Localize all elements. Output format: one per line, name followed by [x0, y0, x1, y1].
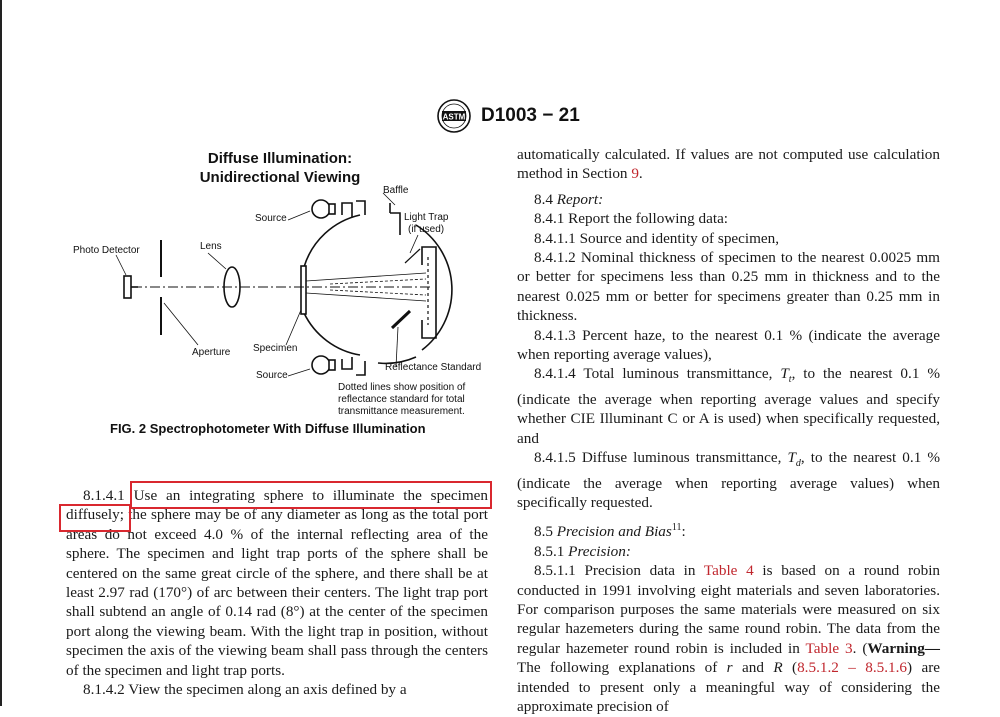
- label-source-bottom: Source: [256, 370, 288, 381]
- link-section-9[interactable]: 9: [631, 165, 639, 183]
- paragraph-8-5-1-1: 8.5.1.1 Precision data in Table 4 is based on a round robin conducted in 1991 involving eight materials and seven laboratories. For comparison purposes the same materials were measured on six regular hazemeters during the same round robin. The data from the regular hazemeter round robin is included in Table 3. (Warning—The following explanations of r and R (8.5.1.2 – 8.5.1.6) are intended to present only a meaningful way of considering the approximate precision of: [517, 562, 941, 716]
- page-left-border: [0, 0, 2, 706]
- svg-text:ASTM: ASTM: [442, 112, 466, 122]
- label-if-used: (if used): [408, 224, 445, 235]
- figure-title: Diffuse Illumination: Unidirectional Viewing: [199, 150, 361, 186]
- astm-logo: [435, 98, 473, 134]
- paragraph-continued: automatically calculated. If values are not computed use calculation method in Section 9.: [517, 146, 940, 183]
- label-reflectance-standard: Reflectance Standard: [385, 362, 482, 373]
- highlighted-text-1: Use an integrating sphere to illuminate the specimen: [133, 487, 489, 504]
- paragraph-8-4-1: 8.4.1 Report the following data:: [534, 210, 729, 228]
- highlighted-text-2: diffusely;: [66, 506, 124, 524]
- label-baffle: Baffle: [383, 185, 409, 196]
- label-aperture: Aperture: [192, 347, 231, 358]
- section-8-5-1-heading: 8.5.1 Precision:: [534, 542, 631, 560]
- figure-note-line1: Dotted lines show position of: [338, 382, 466, 393]
- right-column: [517, 145, 940, 717]
- link-table-3[interactable]: Table 3: [805, 639, 853, 657]
- figure-2: [60, 145, 500, 445]
- figure-note-line3: transmittance measurement.: [338, 406, 465, 417]
- label-photo-detector: Photo Detector: [73, 245, 140, 256]
- document-id: D1003 − 21: [481, 105, 580, 126]
- section-8-5-heading: 8.5 Precision and Bias$^{11}$:: [534, 522, 686, 541]
- figure-note-line2: reflectance standard for total: [338, 394, 465, 405]
- label-source-top: Source: [255, 213, 287, 224]
- left-column: [66, 486, 488, 699]
- paragraph-8-4-1-1: 8.4.1.1 Source and identity of specimen,: [534, 229, 780, 247]
- paragraph-8-1-4-1: 8.1.4.1 Use an integrating sphere to illuminate the specimen diffusely; the sphere may be of any diameter as long as the total port areas do not exceed 4.0 % of the internal reflecting area of the sphere. The specimen and light trap ports of the sphere shall be centered on the same great circle of the sphere, and there shall be at least 2.97 rad (170°) of arc between their centers. The light trap port shall subtend an angle of 0.14 rad (8°) at the center of the specimen port along the viewing beam. With the light trap in position, without specimen the axis of the viewing beam shall pass through the centers of the specimen and light trap ports.: [66, 487, 489, 679]
- label-light-trap: Light Trap: [404, 212, 449, 223]
- paragraph-8-4-1-4: 8.4.1.4 Total luminous transmittance, $T_t$, to the nearest 0.1 % (indicate the average when reporting average values and specify whether CIE Illuminant C or A is used) when specifically requested, and: [517, 365, 940, 447]
- document-header: [435, 98, 580, 134]
- paragraph-8-4-1-2: 8.4.1.2 Nominal thickness of specimen to the nearest 0.0025 mm or better for specimens less than 0.25 mm in thickness and to the nearest 0.025 mm or better for specimens greater than 0.25 mm in thickness.: [517, 249, 940, 325]
- paragraph-8-4-1-3: 8.4.1.3 Percent haze, to the nearest 0.1 % (indicate the average when reporting average values),: [517, 326, 940, 364]
- paragraph-8-4-1-5: 8.4.1.5 Diffuse luminous transmittance, $T_d$, to the nearest 0.1 % (indicate the average when reporting average values) when specifically requested.: [517, 449, 940, 511]
- label-specimen: Specimen: [253, 343, 298, 354]
- section-8-4-heading: 8.4 Report:: [534, 190, 604, 208]
- link-table-4[interactable]: Table 4: [703, 562, 754, 580]
- paragraph-8-1-4-2: 8.1.4.2 View the specimen along an axis defined by a: [83, 681, 407, 699]
- label-lens: Lens: [200, 241, 222, 252]
- figure-caption: FIG. 2 Spectrophotometer With Diffuse Illumination: [110, 421, 426, 436]
- link-8-5-1-2-to-8-5-1-6[interactable]: 8.5.1.2 – 8.5.1.6: [797, 659, 907, 677]
